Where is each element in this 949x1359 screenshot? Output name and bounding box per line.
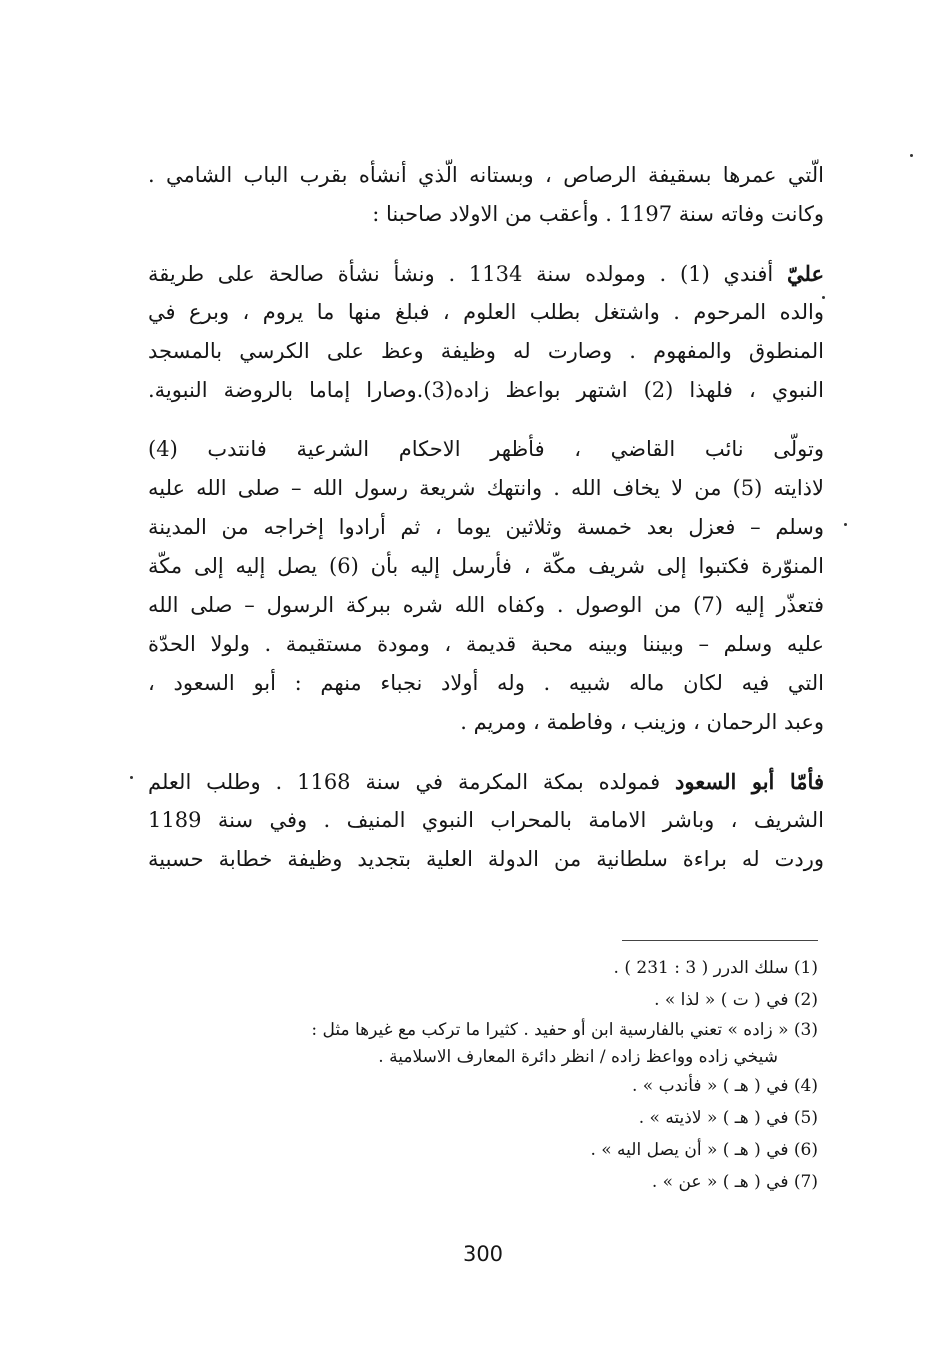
text-line: التي فيه لكان ماله شبيه . وله أولاد نجباء منهم : أبو السعود ، — [148, 671, 824, 695]
scan-speck — [844, 523, 847, 526]
text-line: الشريف ، وباشر الامامة بالمحراب النبوي المنيف . وفي سنة 1189 — [148, 808, 824, 832]
footnote-2: (2) في ( ت ) « لذا » . — [654, 990, 818, 1010]
paragraph-2 — [148, 254, 824, 410]
text-line: المنوّرة فكتبوا إلى شريف مكّة ، فأرسل إليه بأن (6) يصل إليه إلى مكّة — [148, 554, 824, 578]
footnote-5: (5) في ( هـ ) « لاذيته » . — [638, 1108, 818, 1128]
text-line: النبوي ، فلهذا (2) اشتهر بواعظ زاده(3).وصارا إماما بالروضة النبوية. — [148, 378, 824, 402]
footnote-3: (3) « زاده » تعني بالفارسية ابن أو حفيد . كثيرا ما تركب مع غيرها مثل : — [311, 1020, 818, 1040]
scan-speck — [910, 154, 913, 157]
text-line: فتعذّر إليه (7) من الوصول . وكفاه الله شره ببركة الرسول – صلى الله — [148, 593, 824, 617]
paragraph-1 — [148, 156, 824, 234]
main-text — [148, 156, 824, 879]
scan-speck — [130, 776, 133, 779]
text-line: عليه وسلم – وبيننا وبينه محبة قديمة ، ومودة مستقيمة . ولولا الحدّة — [148, 632, 824, 656]
footnote-6: (6) في ( هـ ) « أن يصل اليه » . — [590, 1140, 818, 1160]
footnote-7: (7) في ( هـ ) « عن » . — [651, 1172, 818, 1192]
text-run: أفندي (1) . ومولده سنة 1134 . ونشأ نشأة صالحة على طريقة — [148, 262, 787, 286]
text-line: وعبد الرحمان ، وزينب ، وفاطمة ، ومريم . — [460, 710, 824, 734]
text-line: الّتي عمرها بسقيفة الرصاص ، وبستانه الّذي أنشأه بقرب الباب الشامي . — [148, 163, 824, 187]
text-line — [148, 254, 824, 293]
footnote-3-continuation: شيخي زاده وواعظ زاده / انظر دائرة المعارف الاسلامية . — [378, 1047, 778, 1067]
entry-name: فأمّا أبو السعود — [675, 769, 824, 794]
footnote-1: (1) سلك الدرر ( 3 : 231 ) . — [613, 958, 818, 978]
text-line: وتولّى نائب القاضي ، فأظهر الاحكام الشرعية فانتدب (4) — [148, 437, 824, 461]
paragraph-4 — [148, 762, 824, 879]
footnote-4: (4) في ( هـ ) « فأندب » . — [631, 1076, 818, 1096]
text-line: وردت له براءة سلطانية من الدولة العلية بتجديد وظيفة خطابة حسبية — [148, 847, 824, 871]
text-line: المنطوق والمفهوم . وصارت له وظيفة وعظ على الكرسي بالمسجد — [148, 339, 824, 363]
paragraph-3 — [148, 430, 824, 742]
text-line: والده المرحوم . واشتغل بطلب العلوم ، فبلغ منها ما يروم ، وبرع في — [148, 300, 824, 324]
footnotes — [150, 952, 818, 1198]
footnote-separator — [622, 940, 818, 941]
text-run: فمولده بمكة المكرمة في سنة 1168 . وطلب العلم — [148, 770, 676, 794]
entry-name: عليّ — [787, 261, 824, 286]
text-line — [148, 762, 824, 801]
text-line: وكانت وفاته سنة 1197 . وأعقب من الاولاد صاحبنا : — [372, 202, 824, 226]
text-line: وسلم – فعزل بعد خمسة وثلاثين يوما ، ثم أرادوا إخراجه من المدينة — [148, 515, 824, 539]
scan-speck — [822, 296, 825, 299]
text-line: لاذايته (5) من لا يخاف الله . وانتهك شريعة رسول الله – صلى الله عليه — [148, 476, 824, 500]
page-number: 300 — [462, 1242, 504, 1266]
